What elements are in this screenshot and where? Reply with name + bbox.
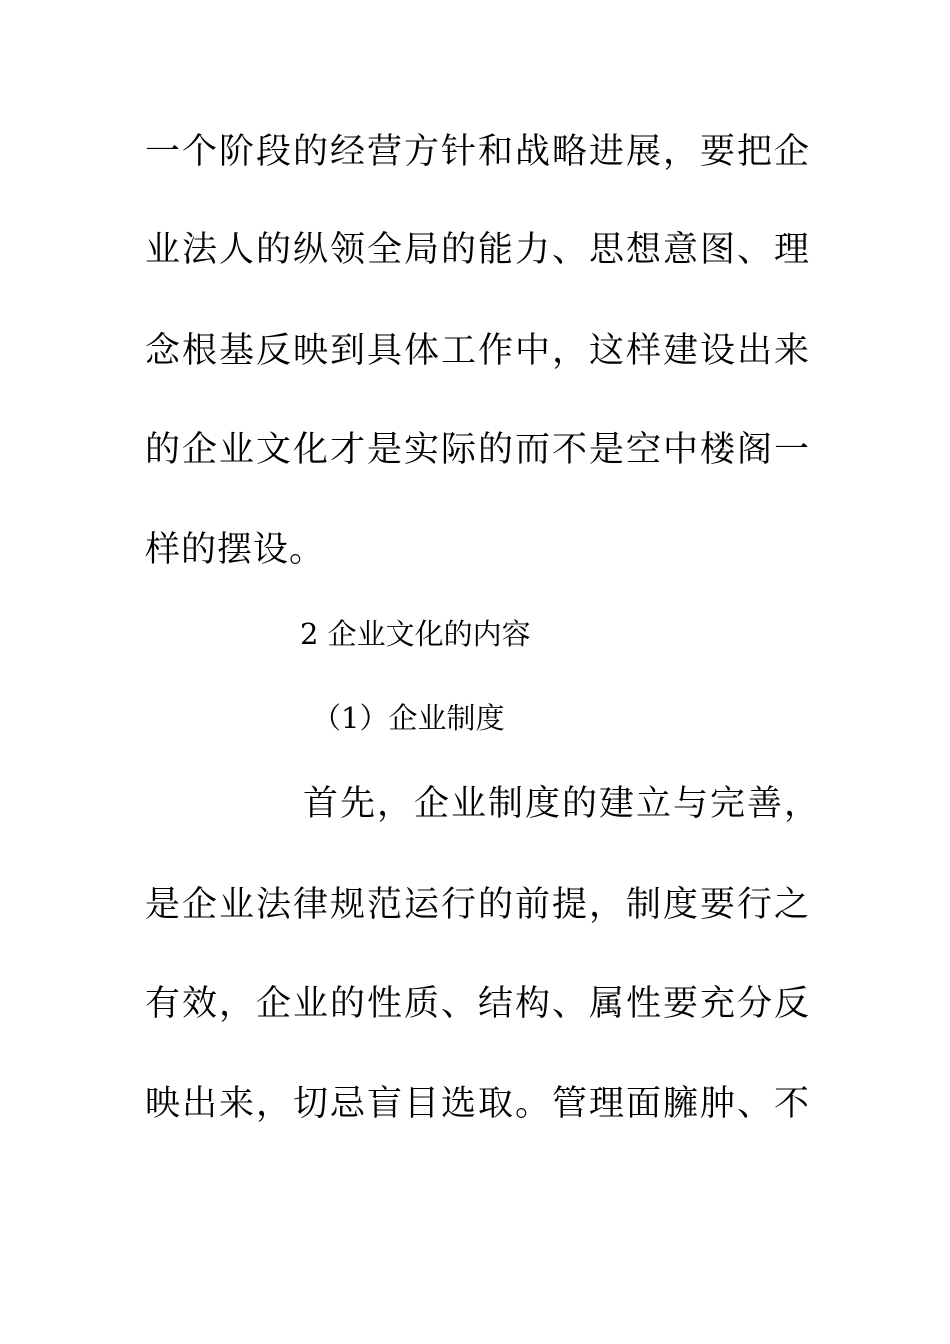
paragraph-line: 样的摆设。	[145, 530, 326, 570]
subsection-heading: （1）企业制度	[312, 701, 505, 735]
paragraph-line: 是企业法律规范运行的前提，制度要行之	[145, 885, 810, 925]
paragraph-line: 的企业文化才是实际的而不是空中楼阁一	[145, 430, 810, 470]
paragraph-line: 念根基反映到具体工作中，这样建设出来	[145, 331, 810, 371]
paragraph-line: 有效，企业的性质、结构、属性要充分反	[145, 984, 810, 1024]
paragraph-line: 首先，企业制度的建立与完善，	[303, 784, 822, 824]
paragraph-line: 一个阶段的经营方针和战略进展，要把企	[145, 132, 810, 172]
paragraph-line: 映出来，切忌盲目选取。管理面臃肿、不	[145, 1084, 810, 1124]
section-heading: 2 企业文化的内容	[300, 617, 531, 651]
paragraph-line: 业法人的纵领全局的能力、思想意图、理	[145, 230, 810, 270]
